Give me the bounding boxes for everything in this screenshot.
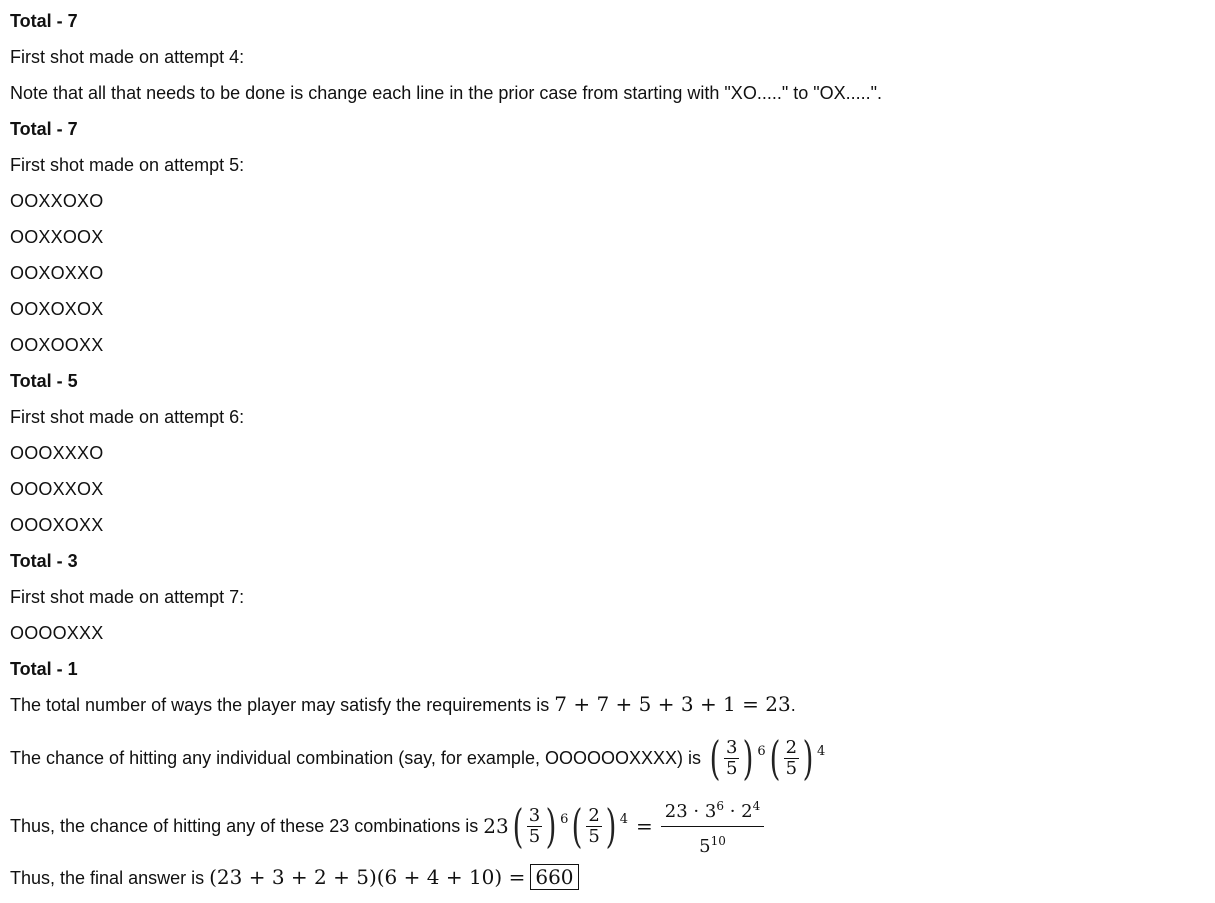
final-answer-statement bbox=[10, 866, 579, 889]
sequence-line: OOOXXXO bbox=[10, 443, 104, 463]
any-chance-text: Thus, the chance of hitting any of these 23 combinations is bbox=[10, 816, 479, 836]
sequence-line: OOXOXXO bbox=[10, 263, 104, 283]
total-label: Total - 7 bbox=[10, 119, 78, 139]
exponent: 4 bbox=[619, 812, 629, 827]
coefficient: 23 bbox=[483, 814, 509, 838]
sequence-line: OOOXOXX bbox=[10, 515, 104, 535]
sequence-line: OOOOXXX bbox=[10, 623, 104, 643]
sequence-line: OOXXOXO bbox=[10, 191, 104, 211]
attempt-heading: First shot made on attempt 5: bbox=[10, 155, 245, 175]
total-label: Total - 7 bbox=[10, 11, 78, 31]
fraction-two-fifths: ( $\frac{2}{5}$ ) bbox=[769, 731, 814, 785]
individual-chance-statement bbox=[10, 732, 825, 784]
individual-chance-text: The chance of hitting any individual combination (say, for example, OOOOOOXXXX) is bbox=[10, 748, 701, 768]
attempt-heading: First shot made on attempt 4: bbox=[10, 47, 245, 67]
total-ways-text: The total number of ways the player may satisfy the requirements is bbox=[10, 695, 550, 715]
final-answer-math: (23 + 3 + 2 + 5)(6 + 4 + 10) = bbox=[209, 865, 526, 889]
total-ways-math: 7 + 7 + 5 + 3 + 1 = 23 bbox=[554, 692, 791, 716]
sequence-line: OOOXXOX bbox=[10, 479, 104, 499]
sequence-line: OOXOXOX bbox=[10, 299, 104, 319]
exponent: 6 bbox=[560, 812, 569, 827]
note-text: Note that all that needs to be done is change each line in the prior case from starting with "XO....." to "OX.....". bbox=[10, 83, 883, 103]
total-ways-statement bbox=[10, 693, 796, 716]
final-answer-box: 660 bbox=[530, 864, 578, 890]
any-chance-statement bbox=[10, 798, 764, 857]
sequence-line: OOXXOOX bbox=[10, 227, 104, 247]
exponent: 6 bbox=[757, 744, 766, 759]
total-ways-period: . bbox=[790, 695, 796, 715]
total-label: Total - 5 bbox=[10, 371, 78, 391]
total-label: Total - 3 bbox=[10, 551, 78, 571]
attempt-heading: First shot made on attempt 7: bbox=[10, 587, 245, 607]
fraction-three-fifths: ( $\frac{3}{5}$ ) bbox=[512, 799, 557, 853]
exponent: 4 bbox=[817, 744, 826, 759]
total-label: Total - 1 bbox=[10, 659, 78, 679]
attempt-heading: First shot made on attempt 6: bbox=[10, 407, 245, 427]
sequence-line: OOXOOXX bbox=[10, 335, 104, 355]
equals-sign: = bbox=[636, 814, 653, 838]
fraction-two-fifths: ( $\frac{2}{5}$ ) bbox=[571, 799, 617, 853]
final-answer-text: Thus, the final answer is bbox=[10, 868, 205, 888]
fraction-three-fifths: ( $\frac{3}{5}$ ) bbox=[709, 731, 754, 785]
result-fraction: $\frac{23 \cdot 3^6 \cdot 2^4}{5^{10}}$ bbox=[661, 795, 764, 858]
